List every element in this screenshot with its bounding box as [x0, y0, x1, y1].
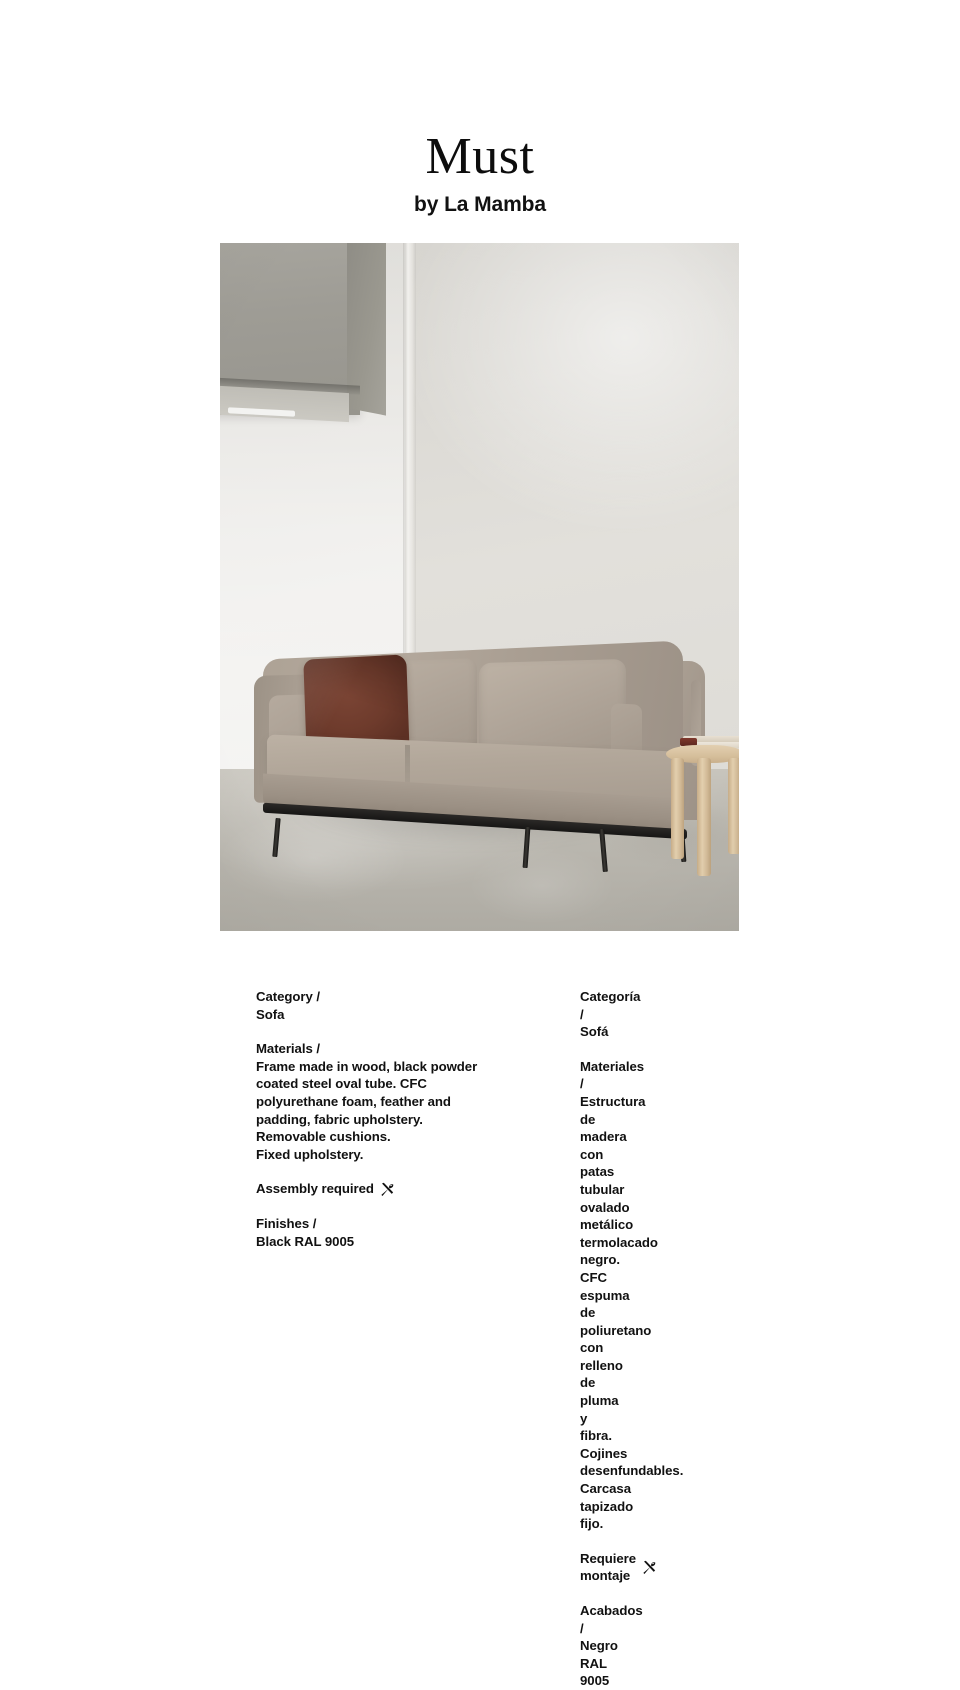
page-title: Must — [425, 128, 535, 185]
side-table-leg — [697, 758, 710, 876]
tools-icon — [642, 1560, 657, 1575]
spec-value-materials: Fixed upholstery. — [256, 1146, 364, 1162]
spec-label-materials: Materials / — [256, 1041, 320, 1057]
spec-column-spanish: Categoría / Sofá Materiales / Estructura de madera con patas tubular ovalado metálico termolacado negro. CFC espuma de poliuretano con relleno de pluma y fibra. Cojines desenfundables. Carcasa tapizado fijo. Requiere montaje Acabados / Negro RAL 9005 — [580, 989, 684, 1689]
sofa-leg — [272, 818, 280, 857]
designer-credit: by La Mamba — [414, 193, 546, 216]
product-photo-scene — [220, 243, 739, 931]
product-header — [0, 128, 960, 218]
spec-value-category: Sofa — [256, 1006, 285, 1022]
side-table-leg — [671, 758, 684, 860]
spec-value-finishes: Black RAL 9005 — [256, 1233, 355, 1249]
sofa-leg — [522, 827, 530, 868]
spec-label-finishes: Finishes / — [256, 1215, 317, 1231]
spec-value-materials: Frame made in wood, black powder coated steel oval tube. CFC polyurethane foam, feather and padding, fabric upholstery. — [256, 1058, 478, 1127]
side-table-leg — [728, 758, 739, 854]
spec-label-assembly: Requiere montaje — [580, 1550, 637, 1584]
sofa-product — [254, 645, 700, 872]
side-table-prop — [666, 745, 739, 883]
spec-label-category: Category / — [256, 989, 320, 1004]
sofa-leg — [600, 829, 609, 872]
spec-value-materials: Removable cushions. — [256, 1129, 391, 1145]
spec-label-assembly: Assembly required — [256, 1181, 374, 1197]
product-photo — [220, 243, 739, 931]
